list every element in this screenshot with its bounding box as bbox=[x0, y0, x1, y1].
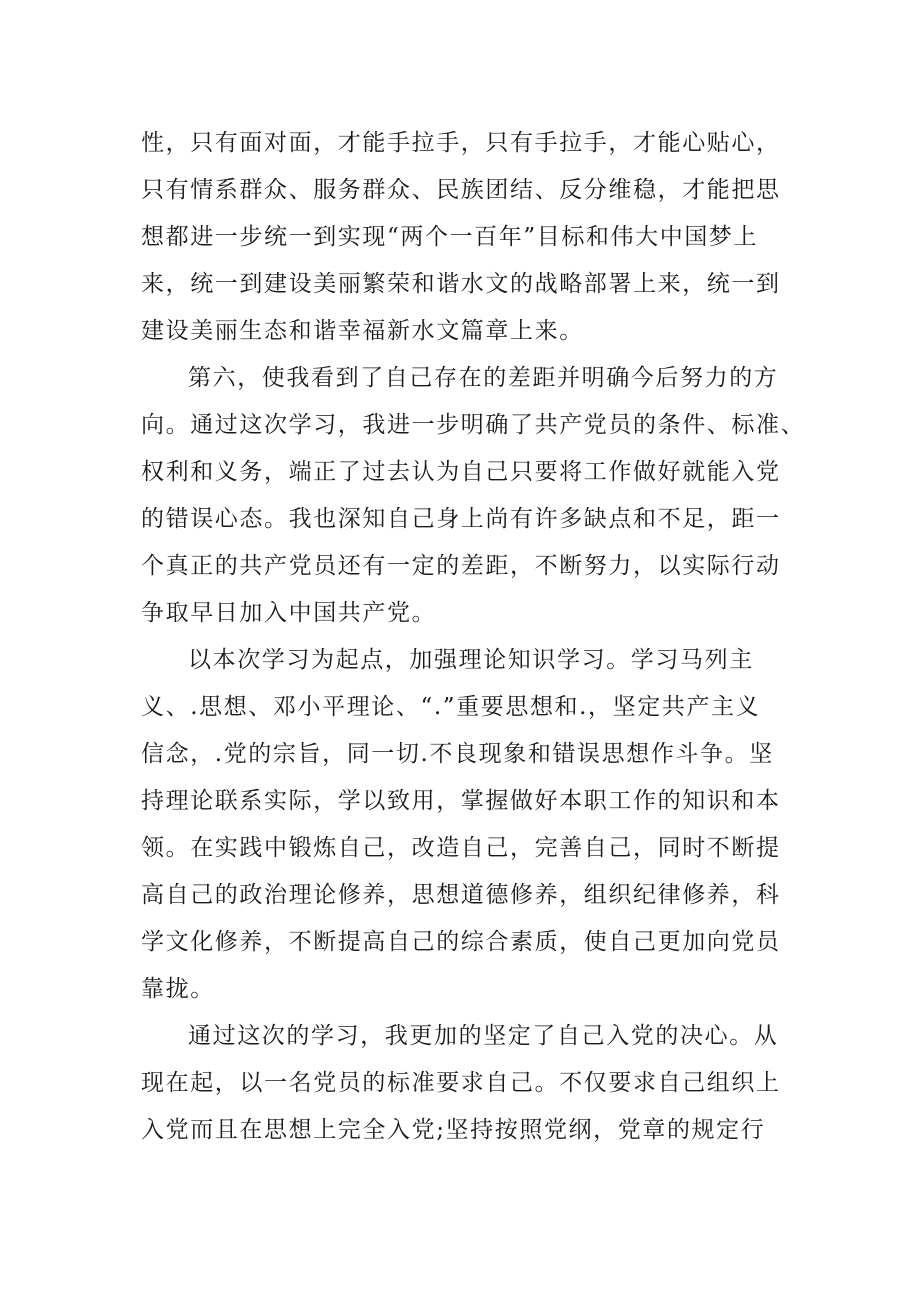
text-line: 靠拢。 bbox=[141, 976, 215, 1002]
text-line: 争取早日加入中国共产党。 bbox=[141, 600, 437, 626]
text-line: 领。在实践中锻炼自己，改造自己，完善自己，同时不断提 bbox=[141, 835, 781, 861]
text-line: 向。通过这次学习，我进一步明确了共产党员的条件、标准、 bbox=[141, 412, 806, 438]
paragraph-first-line: 第六，使我看到了自己存在的差距并明确今后努力的方 bbox=[188, 365, 779, 391]
text-line: 入党而且在思想上完全入党;坚持按照党纲，党章的规定行 bbox=[141, 1117, 766, 1143]
text-line: 性，只有面对面，才能手拉手，只有手拉手，才能心贴心， bbox=[141, 130, 781, 156]
text-line: 只有情系群众、服务群众、民族团结、反分维稳，才能把思 bbox=[141, 177, 781, 203]
text-line: 来，统一到建设美丽繁荣和谐水文的战略部署上来，统一到 bbox=[141, 271, 781, 297]
text-line: 的错误心态。我也深知自己身上尚有许多缺点和不足，距一 bbox=[141, 506, 781, 532]
text-line: 建设美丽生态和谐幸福新水文篇章上来。 bbox=[141, 318, 584, 344]
body-text bbox=[141, 120, 806, 1154]
text-line: 持理论联系实际，学以致用，掌握做好本职工作的知识和本 bbox=[141, 788, 781, 814]
text-line: 现在起，以一名党员的标准要求自己。不仅要求自己组织上 bbox=[141, 1070, 781, 1096]
paragraph-first-line: 以本次学习为起点，加强理论知识学习。学习马列主 bbox=[188, 647, 754, 673]
text-line: 高自己的政治理论修养，思想道德修养，组织纪律修养，科 bbox=[141, 882, 781, 908]
text-line: 个真正的共产党员还有一定的差距，不断努力，以实际行动 bbox=[141, 553, 781, 579]
text-line: 信念，.党的宗旨，同一切.不良现象和错误思想作斗争。坚 bbox=[141, 741, 774, 767]
text-line: 想都进一步统一到实现“两个一百年”目标和伟大中国梦上 bbox=[141, 224, 759, 250]
text-line: 权利和义务，端正了过去认为自己只要将工作做好就能入党 bbox=[141, 459, 781, 485]
text-line: 学文化修养，不断提高自己的综合素质，使自己更加向党员 bbox=[141, 929, 781, 955]
paragraph-first-line: 通过这次的学习，我更加的坚定了自己入党的决心。从 bbox=[188, 1023, 779, 1049]
text-line: 义、.思想、邓小平理论、“.”重要思想和.，坚定共产主义 bbox=[141, 694, 761, 720]
